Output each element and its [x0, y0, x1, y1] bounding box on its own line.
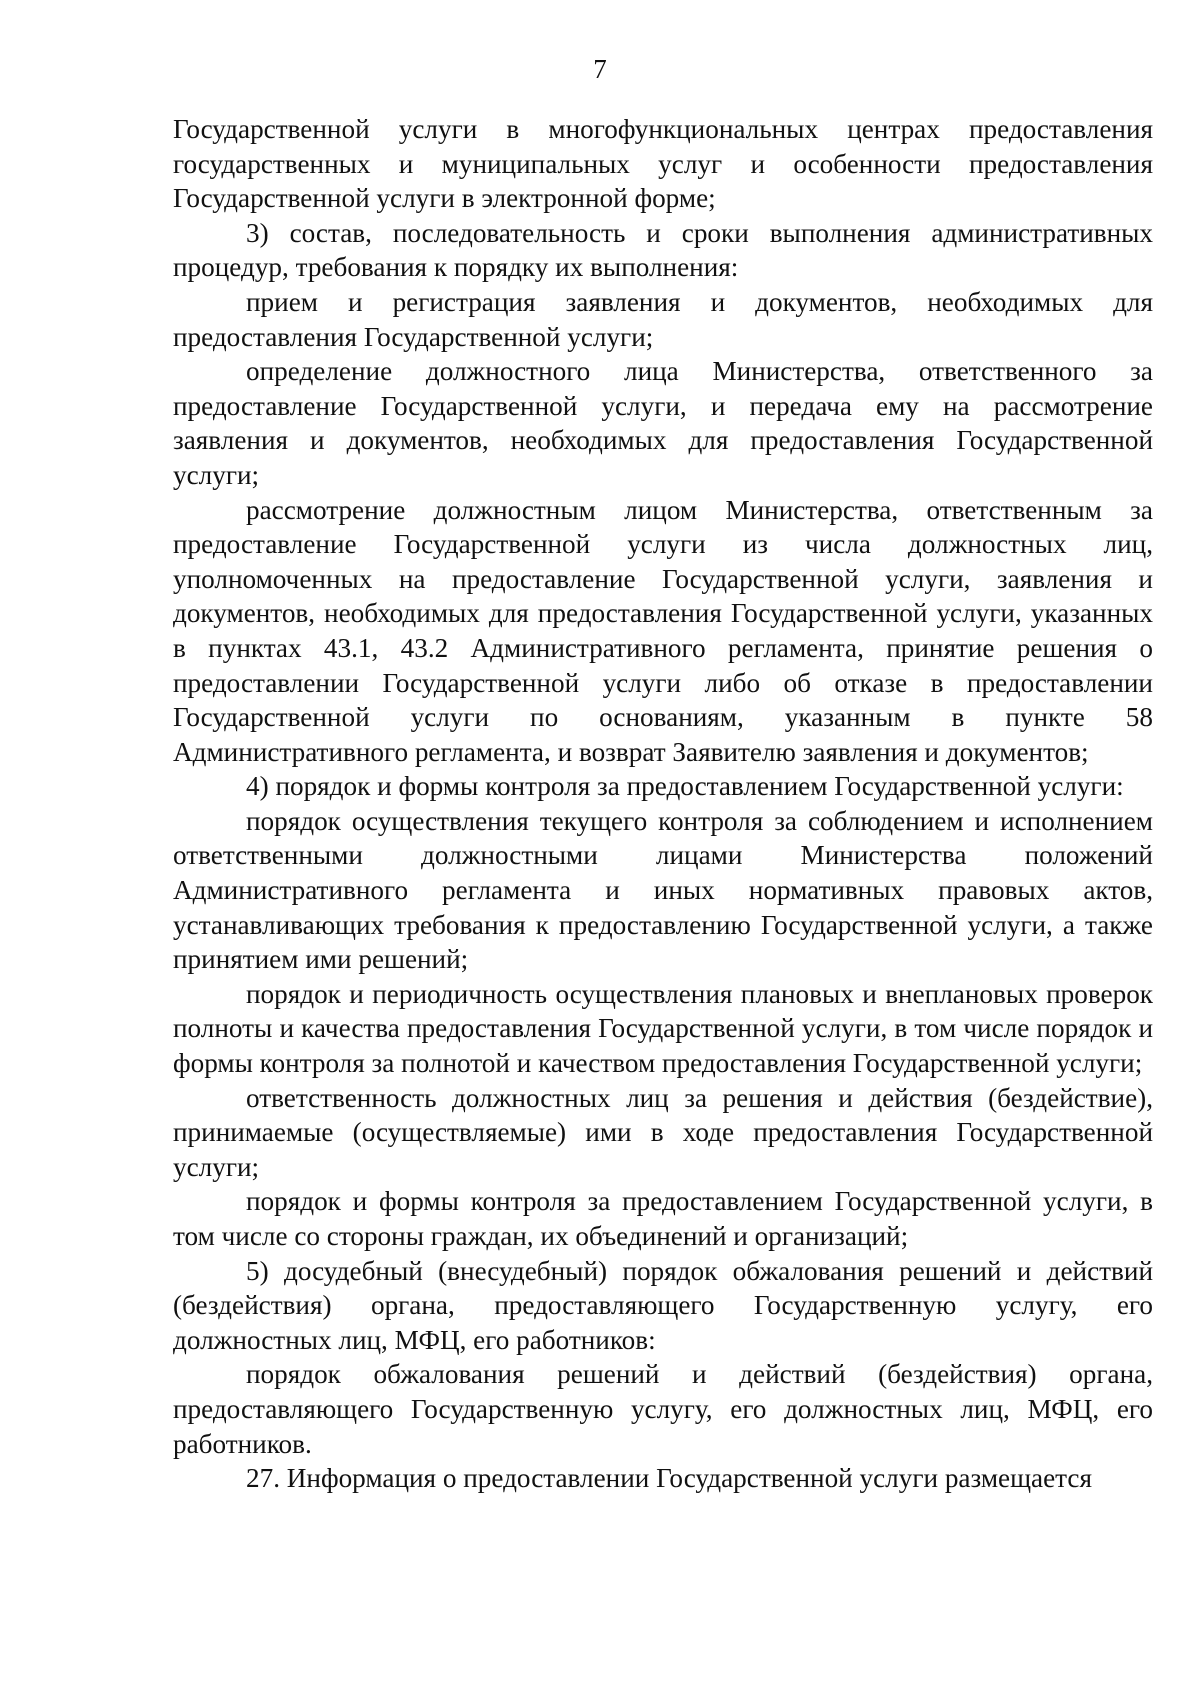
paragraph-item-5: 5) досудебный (внесудебный) порядок обжалования решений и действий (бездействия) органа, предоставляющего Государственную услугу, его должностных лиц, МФЦ, его работников: [173, 1255, 1153, 1355]
paragraph-review: рассмотрение должностным лицом Министерства, ответственным за предоставление Государственной услуги из числа должностных лиц, уполномоченных на предоставление Государственной услуги, заявления и документов, необходимых для предоставления Государственной услуги, указанных в пунктах 43.1, 43.2 Административного регламента, принятие решения о предоставлении Государственной услуги либо об отказе в предоставлении Государственной услуги по основаниям, указанным в пункте 58 Административного регламента, и возврат Заявителю заявления и документов; [173, 494, 1153, 767]
paragraph-item-27: 27. Информация о предоставлении Государственной услуги размещается [246, 1463, 1092, 1494]
paragraph-current-control: порядок осуществления текущего контроля за соблюдением и исполнением ответственными должностными лицами Министерства положений Административного регламента и иных нормативных правовых актов, устанавливающих требования к предоставлению Государственной услуги, а также принятием ими решений; [173, 805, 1153, 975]
page-number: 7 [593, 54, 607, 84]
paragraph-appeal-procedure: порядок обжалования решений и действий (бездействия) органа, предоставляющего Государственную услугу, его должностных лиц, МФЦ, его работников. [173, 1359, 1153, 1459]
paragraph-responsibility: ответственность должностных лиц за решения и действия (бездействие), принимаемые (осуществляемые) ими в ходе предоставления Государственной услуги; [173, 1082, 1153, 1182]
paragraph-citizen-control: порядок и формы контроля за предоставлением Государственной услуги, в том числе со стороны граждан, их объединений и организаций; [173, 1186, 1153, 1251]
paragraph-item-4: 4) порядок и формы контроля за предоставлением Государственной услуги: [246, 771, 1124, 802]
paragraph-continuation: Государственной услуги в многофункциональных центрах предоставления государственных и муниципальных услуг и особенности предоставления Государственной услуги в электронной форме; [173, 114, 1153, 214]
paragraph-official-assignment: определение должностного лица Министерства, ответственного за предоставление Государственной услуги, и передача ему на рассмотрение заявления и документов, необходимых для предоставления Государственной услуги; [173, 356, 1153, 490]
paragraph-inspections: порядок и периодичность осуществления плановых и внеплановых проверок полноты и качества предоставления Государственной услуги, в том числе порядок и формы контроля за полнотой и качеством предоставления Государственной услуги; [173, 978, 1153, 1079]
paragraph-item-3: 3) состав, последовательность и сроки выполнения административных процедур, требования к порядку их выполнения: [173, 217, 1153, 283]
paragraph-reception: прием и регистрация заявления и документов, необходимых для предоставления Государственной услуги; [173, 286, 1153, 352]
document-body [173, 112, 1153, 1496]
